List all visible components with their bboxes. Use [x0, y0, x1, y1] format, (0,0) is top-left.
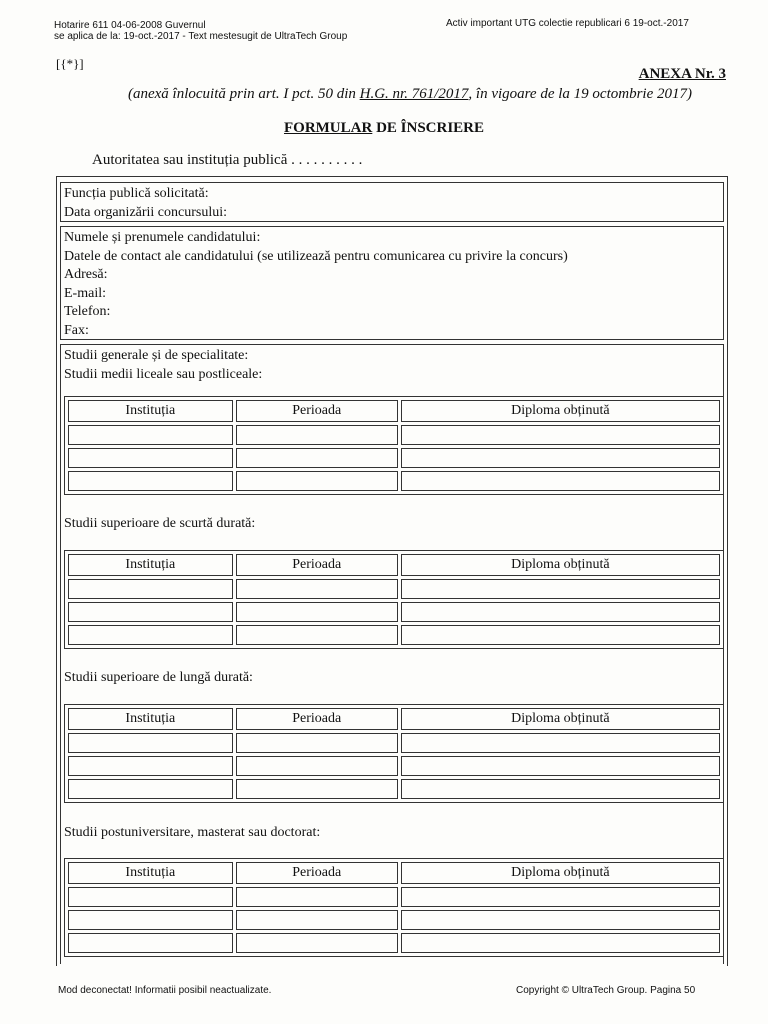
table-cell[interactable]: [401, 910, 720, 930]
col-period: Perioada: [236, 400, 398, 422]
table-cell[interactable]: [236, 933, 398, 953]
long-studies-table: [64, 704, 724, 803]
table-row: [68, 625, 720, 645]
table-cell[interactable]: [68, 471, 233, 491]
form-title-underlined: FORMULAR: [283, 120, 373, 136]
table-cell[interactable]: [68, 756, 233, 776]
table-cell[interactable]: [236, 579, 398, 599]
table-cell[interactable]: [236, 448, 398, 468]
table-cell[interactable]: [401, 733, 720, 753]
table-row: [68, 933, 720, 953]
table-cell[interactable]: [68, 910, 233, 930]
table-cell[interactable]: [401, 425, 720, 445]
authority-line: Autoritatea sau instituția publică . . . . . . . . . .: [92, 152, 363, 168]
table-row: [68, 887, 720, 907]
table-cell[interactable]: [68, 779, 233, 799]
table-cell[interactable]: [236, 625, 398, 645]
candidate-name: Numele și prenumele candidatului:: [64, 230, 261, 245]
table-cell[interactable]: [236, 779, 398, 799]
table-cell[interactable]: [236, 425, 398, 445]
footer-status: Mod deconectat! Informatii posibil neactualizate.: [58, 985, 272, 996]
annex-note-suffix: , în vigoare de la 19 octombrie 2017): [468, 86, 692, 102]
col-diploma: Diploma obținută: [401, 862, 720, 884]
table-cell[interactable]: [401, 579, 720, 599]
table-row: [68, 733, 720, 753]
secondary-studies-table: [64, 396, 724, 495]
reference-mark[interactable]: [{*}]: [56, 56, 84, 71]
table-cell[interactable]: [68, 625, 233, 645]
hg-link[interactable]: H.G. nr. 761/2017: [359, 86, 469, 102]
col-diploma: Diploma obținută: [401, 400, 720, 422]
table-row: [68, 910, 720, 930]
col-period: Perioada: [236, 708, 398, 730]
postgraduate-studies-label: Studii postuniversitare, masterat sau doctorat:: [64, 825, 321, 840]
table-cell[interactable]: [68, 579, 233, 599]
postgraduate-studies-table: [64, 858, 724, 957]
table-cell[interactable]: [401, 448, 720, 468]
table-cell[interactable]: [236, 756, 398, 776]
contact-data: Datele de contact ale candidatului (se utilizează pentru comunicarea cu privire la concurs): [64, 248, 568, 264]
contest-date: Data organizării concursului:: [64, 204, 228, 220]
col-institution: Instituția: [68, 554, 233, 576]
table-row: [68, 579, 720, 599]
form-title-rest: DE ÎNSCRIERE: [372, 120, 485, 136]
candidate-box: [60, 226, 724, 340]
col-period: Perioada: [236, 862, 398, 884]
col-diploma: Diploma obținută: [401, 708, 720, 730]
header-left-line2: se aplica de la: 19-oct.-2017 - Text mestesugit de UltraTech Group: [54, 31, 348, 42]
table-cell[interactable]: [401, 625, 720, 645]
table-row: [68, 425, 720, 445]
header-right: Activ important UTG colectie republicari 6 19-oct.-2017: [446, 18, 689, 29]
table-cell[interactable]: [401, 756, 720, 776]
table-row: [68, 448, 720, 468]
position-box: [60, 182, 724, 222]
header-left-line1: Hotarire 611 04-06-2008 Guvernul: [54, 20, 206, 31]
short-studies-table: [64, 550, 724, 649]
table-cell[interactable]: [68, 933, 233, 953]
address-label: Adresă:: [64, 267, 108, 282]
form-title: [0, 120, 768, 137]
table-cell[interactable]: [236, 602, 398, 622]
table-cell[interactable]: [236, 887, 398, 907]
position-requested: Funcția publică solicitată:: [64, 186, 209, 201]
table-cell[interactable]: [68, 448, 233, 468]
annex-title: ANEXA Nr. 3: [638, 66, 726, 82]
short-studies-label: Studii superioare de scurtă durată:: [64, 516, 256, 531]
col-institution: Instituția: [68, 400, 233, 422]
table-row: [68, 602, 720, 622]
table-cell[interactable]: [401, 887, 720, 907]
table-row: [68, 779, 720, 799]
table-cell[interactable]: [236, 910, 398, 930]
table-cell[interactable]: [401, 779, 720, 799]
col-diploma: Diploma obținută: [401, 554, 720, 576]
table-row: [68, 471, 720, 491]
table-cell[interactable]: [401, 933, 720, 953]
table-cell[interactable]: [401, 602, 720, 622]
footer-copyright: Copyright © UltraTech Group. Pagina 50: [516, 985, 696, 996]
annex-note-prefix: (anexă înlocuită prin art. I pct. 50 din: [128, 86, 360, 102]
table-cell[interactable]: [401, 471, 720, 491]
table-row: [68, 756, 720, 776]
col-period: Perioada: [236, 554, 398, 576]
email-label: E-mail:: [64, 285, 106, 301]
annex-note: [128, 86, 692, 103]
table-cell[interactable]: [236, 471, 398, 491]
table-cell[interactable]: [68, 425, 233, 445]
col-institution: Instituția: [68, 708, 233, 730]
header-left: [54, 20, 347, 42]
phone-label: Telefon:: [64, 304, 111, 319]
long-studies-label: Studii superioare de lungă durată:: [64, 670, 253, 685]
col-institution: Instituția: [68, 862, 233, 884]
table-cell[interactable]: [68, 602, 233, 622]
secondary-studies-label: Studii medii liceale sau postliceale:: [64, 366, 263, 382]
table-cell[interactable]: [236, 733, 398, 753]
table-cell[interactable]: [68, 733, 233, 753]
general-studies-label: Studii generale și de specialitate:: [64, 348, 249, 363]
table-cell[interactable]: [68, 887, 233, 907]
fax-label: Fax:: [64, 322, 89, 338]
